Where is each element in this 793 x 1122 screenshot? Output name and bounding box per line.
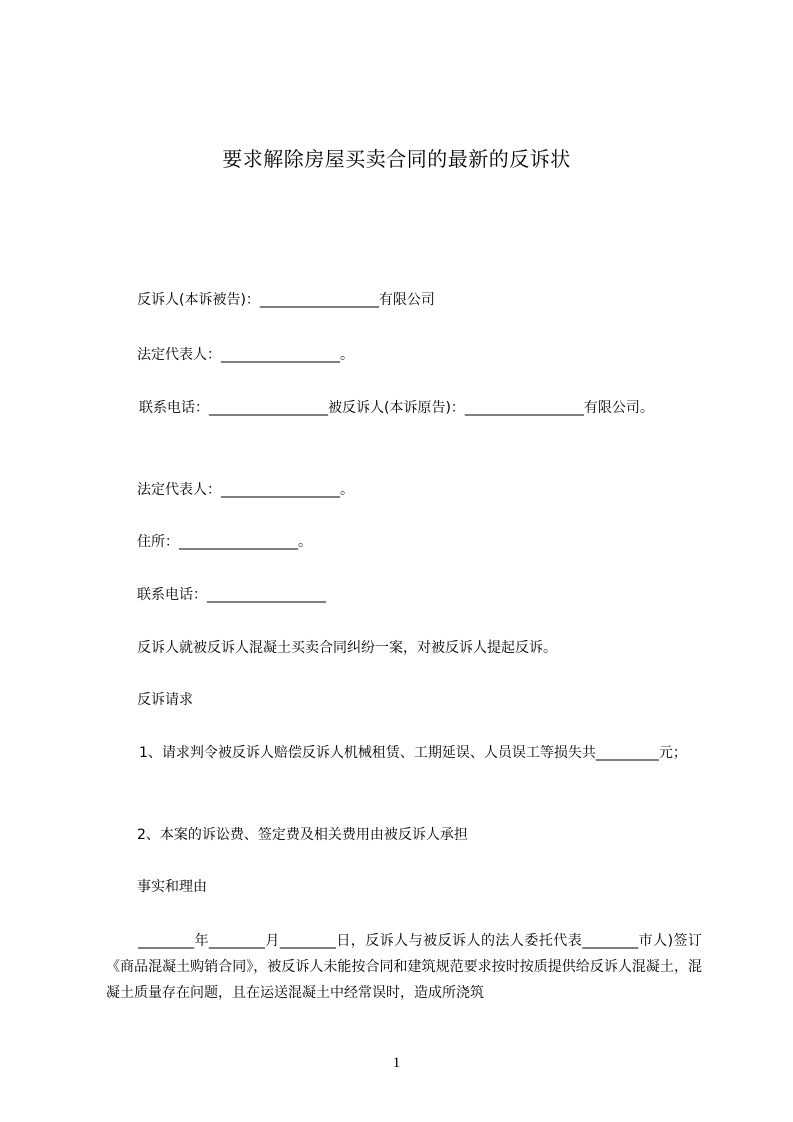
page-number: 1 <box>392 1055 401 1071</box>
paragraph-contact-and-respondent: 联系电话：_________________被反诉人(本诉原告)：_________________有限公司。 <box>139 400 654 416</box>
paragraph-facts: ________年________月________日，反诉人与被反诉人的法人委托代表________市人)签订《商品混凝土购销合同》，被反诉人未能按合同和建筑规范要求按时按质提供给反诉人混凝土，混凝土质量存在问题，且在运送混凝土中经常误时，造成所浇筑 <box>106 933 702 1001</box>
paragraph-counterclaimant: 反诉人(本诉被告)：_________________有限公司 <box>137 292 435 308</box>
document-title: 要求解除房屋买卖合同的最新的反诉状 <box>222 147 571 171</box>
paragraph-request-2: 2、本案的诉讼费、签定费及相关费用由被反诉人承担 <box>137 827 468 843</box>
paragraph-contact-phone: 联系电话：_________________ <box>137 587 326 603</box>
paragraph-legal-rep-2: 法定代表人：_________________。 <box>137 482 354 498</box>
paragraph-address: 住所：_________________。 <box>137 534 312 550</box>
heading-facts-and-reasons: 事实和理由 <box>137 879 207 895</box>
heading-counterclaim-requests: 反诉请求 <box>137 692 193 708</box>
paragraph-intro: 反诉人就被反诉人混凝土买卖合同纠纷一案，对被反诉人提起反诉。 <box>137 640 557 656</box>
paragraph-legal-rep-1: 法定代表人：_________________。 <box>137 347 354 363</box>
paragraph-request-1: 1、请求判令被反诉人赔偿反诉人机械租赁、工期延误、人员误工等损失共_________元； <box>139 745 687 761</box>
